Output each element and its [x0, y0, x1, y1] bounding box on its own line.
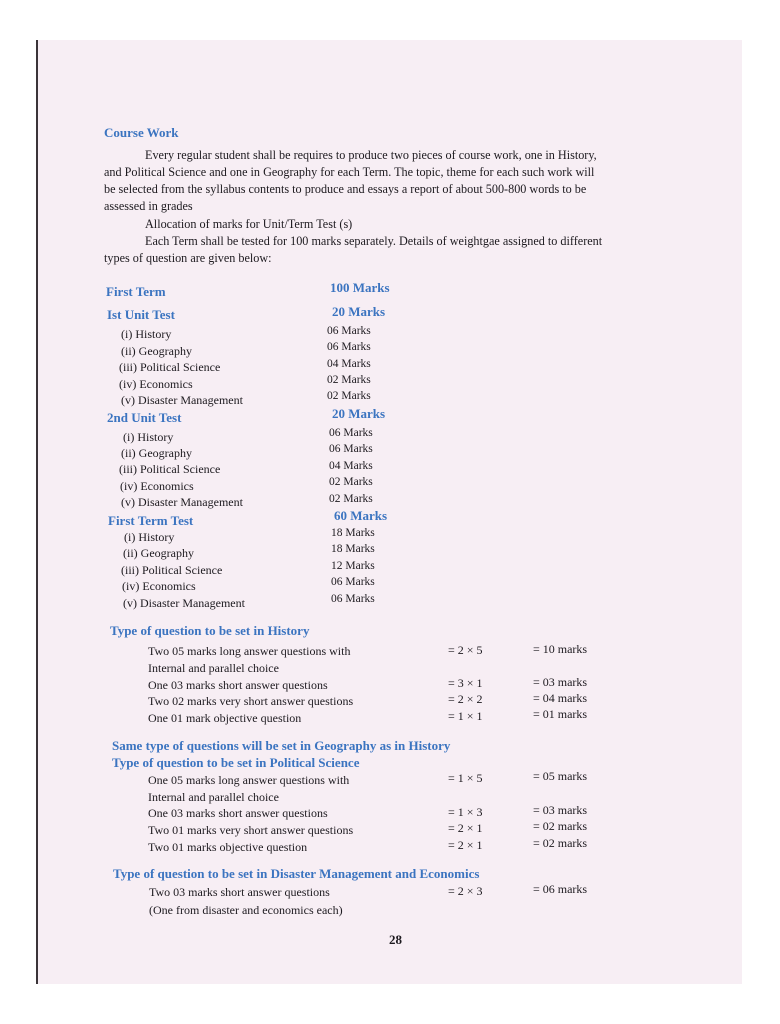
first-term-test-subject: (iv) Economics — [122, 579, 196, 593]
polsci-question-text: Two 01 marks objective question — [148, 840, 308, 854]
history-question-text: Two 02 marks very short answer questions — [148, 694, 354, 708]
polsci-question-result: = 03 marks — [533, 803, 588, 817]
unit-test-1-marks: 20 Marks — [332, 304, 386, 319]
polsci-question-text: One 03 marks short answer questions — [148, 806, 328, 820]
course-work-line-2: and Political Science and one in Geography for each Term. The topic, theme for each such work will — [104, 165, 595, 179]
first-term-test-label: First Term Test — [108, 513, 194, 528]
dm-econ-question-calc: = 2 × 3 — [448, 884, 483, 898]
first-term-test-mark: 12 Marks — [331, 560, 375, 572]
unit-test-2-mark: 02 Marks — [329, 493, 373, 505]
unit-test-2-mark: 02 Marks — [329, 476, 373, 488]
polsci-question-calc: = 2 × 1 — [448, 821, 483, 835]
polsci-question-calc: = 1 × 3 — [448, 805, 483, 819]
history-question-calc: = 3 × 1 — [448, 676, 483, 690]
polsci-question-text: Two 01 marks very short answer questions — [148, 823, 354, 837]
unit-test-2-label: 2nd Unit Test — [107, 410, 182, 425]
unit-test-1-subject: (ii) Geography — [121, 344, 192, 358]
polsci-question-result: = 02 marks — [533, 836, 588, 850]
history-question-text: One 01 mark objective question — [148, 711, 302, 725]
dm-econ-question-result: = 06 marks — [533, 882, 588, 896]
dm-econ-question-text: Two 03 marks short answer questions — [149, 885, 330, 899]
history-question-result: = 03 marks — [533, 675, 588, 689]
dm-econ-questions-heading: Type of question to be set in Disaster Management and Economics — [113, 866, 480, 881]
unit-test-1-mark: 06 Marks — [327, 341, 371, 353]
history-question-result: = 01 marks — [533, 707, 588, 721]
unit-test-1-subject: (v) Disaster Management — [121, 393, 243, 407]
history-question-calc: = 2 × 5 — [448, 643, 483, 657]
unit-test-1-mark: 04 Marks — [327, 358, 371, 370]
weightage-line-2: types of question are given below: — [104, 251, 272, 265]
history-question-calc: = 2 × 2 — [448, 692, 483, 706]
unit-test-2-mark: 06 Marks — [329, 443, 373, 455]
history-question-text: Two 05 marks long answer questions with — [148, 644, 351, 658]
unit-test-1-subject: (iii) Political Science — [119, 360, 221, 374]
unit-test-1-subject: (i) History — [121, 327, 172, 341]
polsci-question-calc: = 1 × 5 — [448, 771, 483, 785]
unit-test-1-label: Ist Unit Test — [107, 307, 175, 322]
first-term-test-subject: (v) Disaster Management — [123, 596, 245, 610]
polsci-question-text: Internal and parallel choice — [148, 790, 279, 804]
page-number: 28 — [389, 932, 402, 947]
first-term-test-mark: 06 Marks — [331, 576, 375, 588]
course-work-line-4: assessed in grades — [104, 199, 193, 213]
allocation-line: Allocation of marks for Unit/Term Test (s) — [145, 217, 353, 231]
history-questions-heading: Type of question to be set in History — [110, 623, 310, 638]
first-term-test-marks: 60 Marks — [334, 508, 388, 523]
unit-test-2-subject: (ii) Geography — [121, 446, 192, 460]
first-term-test-subject: (ii) Geography — [123, 546, 194, 560]
polsci-question-calc: = 2 × 1 — [448, 838, 483, 852]
unit-test-1-subject: (iv) Economics — [119, 377, 193, 391]
polsci-questions-heading: Type of question to be set in Political Science — [112, 755, 360, 770]
unit-test-2-marks: 20 Marks — [332, 406, 386, 421]
geography-note: Same type of questions will be set in Geography as in History — [112, 738, 451, 753]
history-question-text: Internal and parallel choice — [148, 661, 279, 675]
unit-test-1-mark: 02 Marks — [327, 390, 371, 402]
first-term-test-mark: 06 Marks — [331, 593, 375, 605]
first-term-label: First Term — [106, 284, 166, 299]
history-question-result: = 04 marks — [533, 691, 588, 705]
first-term-test-subject: (i) History — [124, 530, 175, 544]
unit-test-1-mark: 02 Marks — [327, 374, 371, 386]
first-term-test-mark: 18 Marks — [331, 543, 375, 555]
unit-test-2-subject: (iii) Political Science — [119, 462, 221, 476]
weightage-line-1: Each Term shall be tested for 100 marks separately. Details of weightgae assigned to different — [145, 234, 603, 248]
unit-test-2-subject: (v) Disaster Management — [121, 495, 243, 509]
unit-test-2-mark: 04 Marks — [329, 460, 373, 472]
first-term-marks: 100 Marks — [330, 280, 390, 295]
first-term-test-subject: (iii) Political Science — [121, 563, 223, 577]
course-work-heading: Course Work — [104, 125, 179, 140]
unit-test-2-subject: (i) History — [123, 430, 174, 444]
polsci-question-result: = 02 marks — [533, 819, 588, 833]
unit-test-2-mark: 06 Marks — [329, 427, 373, 439]
dm-econ-question-text: (One from disaster and economics each) — [149, 903, 343, 917]
history-question-text: One 03 marks short answer questions — [148, 678, 328, 692]
course-work-line-3: be selected from the syllabus contents to produce and essays a report of about 500-800 words to be — [104, 182, 587, 196]
polsci-question-text: One 05 marks long answer questions with — [148, 773, 350, 787]
polsci-question-result: = 05 marks — [533, 769, 588, 783]
history-question-calc: = 1 × 1 — [448, 709, 483, 723]
unit-test-1-mark: 06 Marks — [327, 325, 371, 337]
course-work-line-1: Every regular student shall be requires to produce two pieces of course work, one in History, — [145, 148, 597, 162]
first-term-test-mark: 18 Marks — [331, 527, 375, 539]
history-question-result: = 10 marks — [533, 642, 588, 656]
unit-test-2-subject: (iv) Economics — [120, 479, 194, 493]
